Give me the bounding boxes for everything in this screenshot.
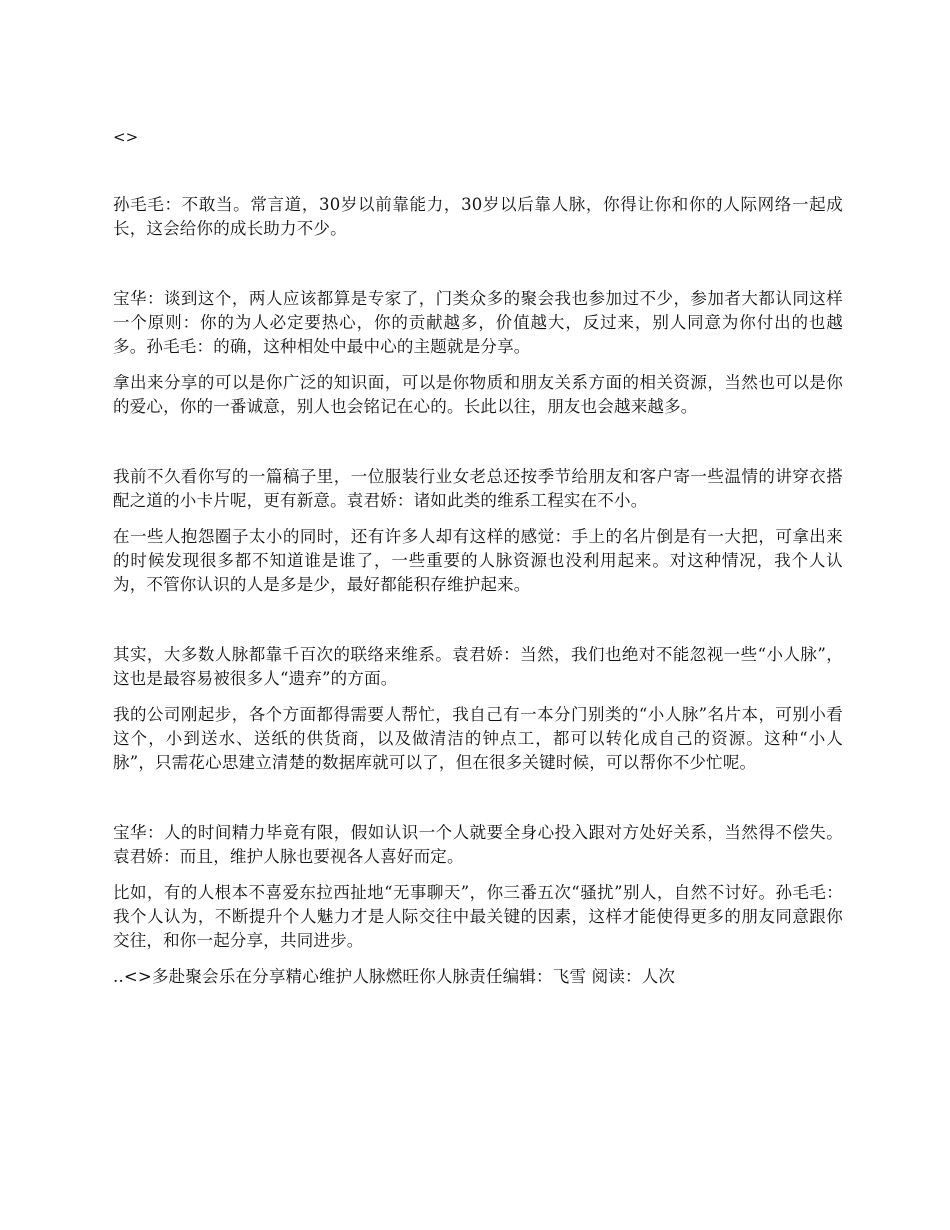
paragraph-3: 拿出来分享的可以是你广泛的知识面，可以是你物质和朋友关系方面的相关资源，当然也可以是你的爱心，你的一番诚意，别人也会铭记在心的。长此以往，朋友也会越来越多。 [113, 373, 843, 416]
paragraph-9: 比如，有的人根本不喜爱东拉西扯地“无事聊天”，你三番五次“骚扰”别人，自然不讨好。孙毛毛：我个人认为，不断提升个人魅力才是人际交往中最关键的因素，这样才能使得更多的朋友同意跟你交往，和你一起分享，共同进步。 [113, 883, 843, 950]
paragraph-1: 孙毛毛：不敢当。常言道，30岁以前靠能力，30岁以后靠人脉，你得让你和你的人际网络一起成长，这会给你的成长助力不少。 [113, 195, 843, 238]
document-page [113, 125, 843, 989]
paragraph-4: 我前不久看你写的一篇稿子里，一位服装行业女老总还按季节给朋友和客户寄一些温情的讲穿衣搭配之道的小卡片呢，更有新意。袁君娇：诸如此类的维系工程实在不小。 [113, 467, 843, 510]
paragraph-6: 其实，大多数人脉都靠千百次的联络来维系。袁君娇：当然，我们也绝对不能忽视一些“小人脉”，这也是最容易被很多人“遗弃”的方面。 [113, 645, 843, 688]
paragraph-8: 宝华：人的时间精力毕竟有限，假如认识一个人就要全身心投入跟对方处好关系，当然得不偿失。袁君娇：而且，维护人脉也要视各人喜好而定。 [113, 823, 843, 866]
paragraph-5: 在一些人抱怨圈子太小的同时，还有许多人却有这样的感觉：手上的名片倒是有一大把，可拿出来的时候发现很多都不知道谁是谁了，一些重要的人脉资源也没利用起来。对这种情况，我个人认为，不管你认识的人是多是少，最好都能积存维护起来。 [113, 527, 843, 594]
header-mark: <> [113, 128, 139, 146]
footer-line: ..<>多赴聚会乐在分享精心维护人脉燃旺你人脉责任编辑：飞雪 阅读：人次 [113, 967, 676, 986]
paragraph-7: 我的公司刚起步，各个方面都得需要人帮忙，我自己有一本分门别类的“小人脉”名片本，可别小看这个，小到送水、送纸的供货商，以及做清洁的钟点工，都可以转化成自己的资源。这种“小人脉”，只需花心思建立清楚的数据库就可以了，但在很多关键时候，可以帮你不少忙呢。 [113, 705, 843, 772]
paragraph-2: 宝华：谈到这个，两人应该都算是专家了，门类众多的聚会我也参加过不少，参加者大都认同这样一个原则：你的为人必定要热心，你的贡献越多，价值越大，反过来，别人同意为你付出的也越多。孙毛毛：的确，这种相处中最中心的主题就是分享。 [113, 289, 843, 356]
